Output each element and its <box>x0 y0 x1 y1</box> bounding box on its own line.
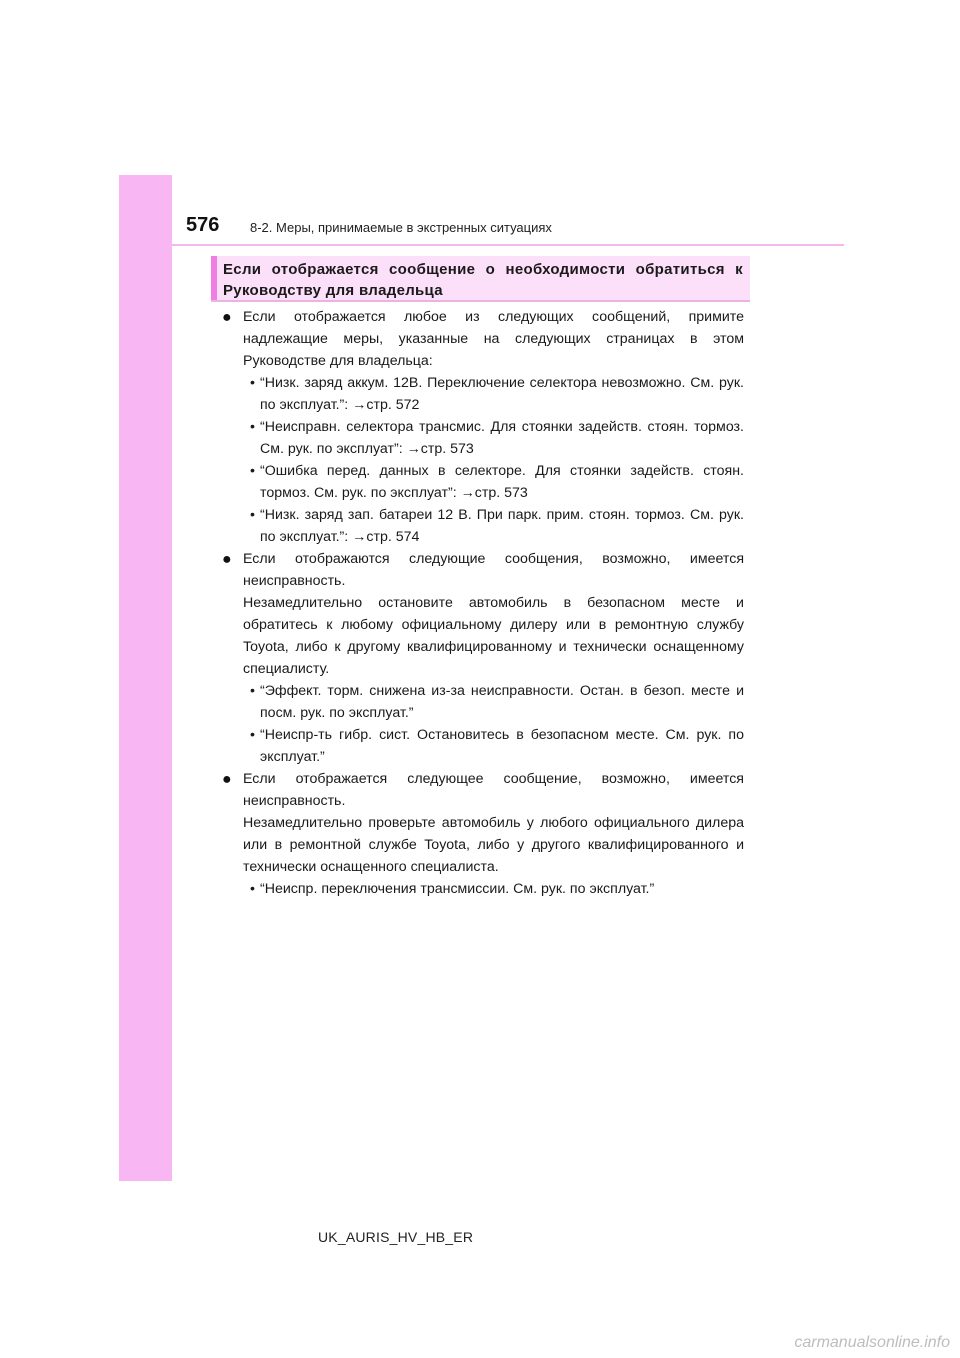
section-heading-box <box>211 256 750 302</box>
watermark: carmanualsonline.info <box>794 1334 950 1351</box>
paragraph: Если отображаются следующие сообщения, возможно, имеется неисправность. <box>243 551 744 589</box>
sub-item-text: “Низк. заряд аккум. 12В. Переключение селектора невозможно. См. рук. по эксплуат.”: →стр. 572 <box>260 375 744 413</box>
dot-icon: • <box>250 507 255 523</box>
page-number: 576 <box>186 214 220 236</box>
sub-item-text: “Эффект. торм. снижена из-за неисправности. Остан. в безоп. месте и посм. рук. по эксплуат.” <box>260 683 744 721</box>
sub-item <box>222 504 744 548</box>
list-item <box>222 548 744 680</box>
document-code: UK_AURIS_HV_HB_ER <box>318 1229 474 1245</box>
sub-item-text: “Неиспр. переключения трансмиссии. См. рук. по эксплуат.” <box>260 881 655 897</box>
paragraph: Незамедлительно остановите автомобиль в безопасном месте и обратитесь к любому официальному дилеру или в ремонтную службу Toyota, либо к другому квалифицированному и технически оснащенному специалисту. <box>243 595 744 677</box>
sub-item <box>222 372 744 416</box>
sub-item-text: “Низк. заряд зап. батареи 12 В. При парк. прим. стоян. тормоз. См. рук. по эксплуат.”: →стр. 574 <box>260 507 744 545</box>
section-title: Если отображается сообщение о необходимости обратиться к Руководству для владельца <box>223 261 743 299</box>
sub-item <box>222 724 744 768</box>
sub-item-text: “Неисправн. селектора трансмис. Для стоянки задейств. стоян. тормоз. См. рук. по эксплуат”: →стр. 573 <box>260 419 744 457</box>
paragraph: Если отображается следующее сообщение, возможно, имеется неисправность. <box>243 771 744 809</box>
dot-icon: • <box>250 375 255 391</box>
chapter-title: 8-2. Меры, принимаемые в экстренных ситуациях <box>250 220 552 235</box>
sub-item <box>222 460 744 504</box>
dot-icon: • <box>250 727 255 743</box>
paragraph: Если отображается любое из следующих сообщений, примите надлежащие меры, указанные на следующих страницах в этом Руководстве для владельца: <box>243 309 744 369</box>
dot-icon: • <box>250 463 255 479</box>
sub-item <box>222 416 744 460</box>
section-accent-bar <box>211 256 217 300</box>
list-item <box>222 768 744 878</box>
sub-item-text: “Ошибка перед. данных в селекторе. Для стоянки задейств. стоян. тормоз. См. рук. по эксплуат”: →стр. 573 <box>260 463 744 501</box>
sub-item <box>222 680 744 724</box>
sub-item <box>222 878 744 900</box>
dot-icon: • <box>250 881 255 897</box>
list-item <box>222 306 744 372</box>
sub-item-text: “Неиспр-ть гибр. сист. Остановитесь в безопасном месте. См. рук. по эксплуат.” <box>260 727 744 765</box>
bullet-icon: ● <box>222 771 232 788</box>
side-color-band <box>119 175 172 1181</box>
main-content <box>222 306 744 900</box>
paragraph: Незамедлительно проверьте автомобиль у любого официального дилера или в ремонтной службе Toyota, либо у другого квалифицированного и технически оснащенного специалиста. <box>243 815 744 875</box>
dot-icon: • <box>250 683 255 699</box>
dot-icon: • <box>250 419 255 435</box>
header-divider <box>172 244 844 246</box>
bullet-icon: ● <box>222 551 232 568</box>
bullet-icon: ● <box>222 309 232 326</box>
